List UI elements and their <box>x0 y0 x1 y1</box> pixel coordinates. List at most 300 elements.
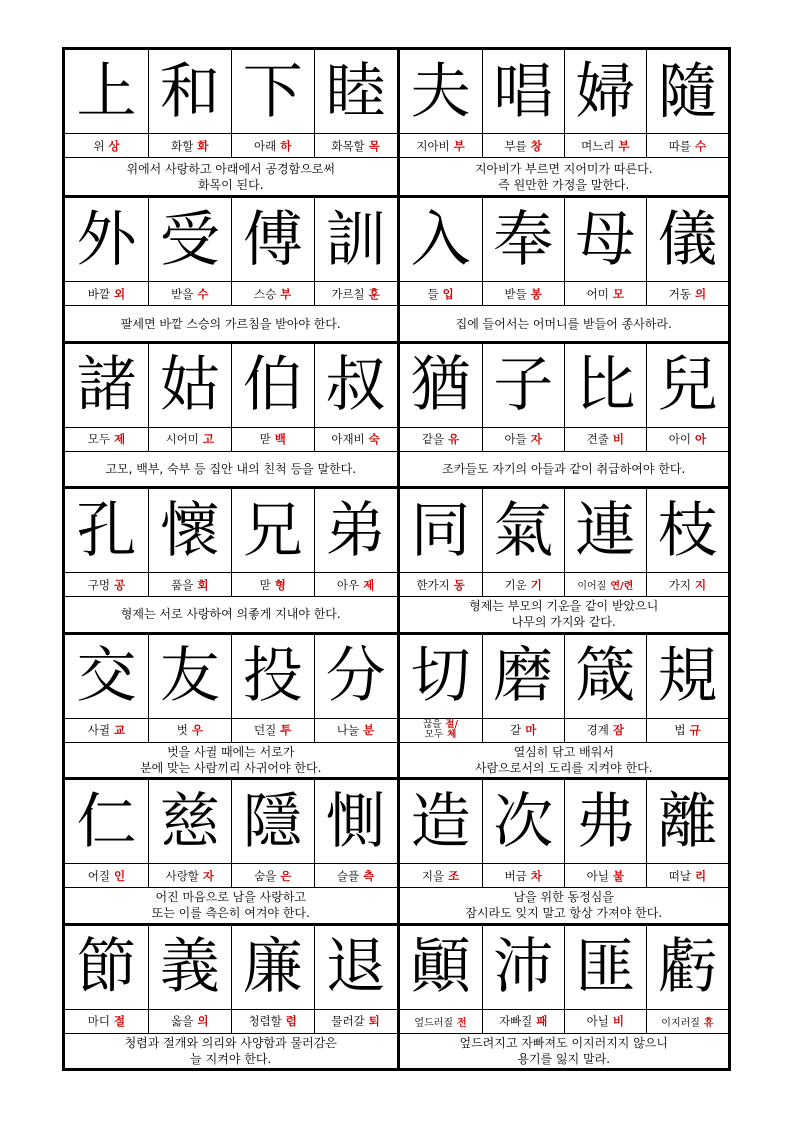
hanja-row <box>400 50 729 134</box>
reading-sound: 백 <box>274 432 286 447</box>
reading-meaning: 시어미 <box>165 432 199 447</box>
reading-sound: 인 <box>113 868 126 883</box>
reading-row <box>400 134 729 158</box>
reading-meaning: 어질 <box>87 868 110 883</box>
verse-block <box>397 198 729 340</box>
explanation-line: 즉 원만한 가정을 말한다. <box>498 177 630 192</box>
reading-sound: 체 <box>447 729 457 741</box>
reading-meaning: 숨을 <box>254 868 277 883</box>
hanja-character: 上 <box>76 56 137 127</box>
reading-meaning: 따를 <box>668 138 691 153</box>
hanja-character: 離 <box>646 780 728 863</box>
hanja-character: 姑 <box>148 344 231 427</box>
reading-meaning: 이지러질 <box>661 1017 700 1029</box>
hanja-character: 婦 <box>564 50 646 133</box>
reading-sound: 부 <box>618 138 630 153</box>
reading-meaning: 마디 <box>87 1014 110 1029</box>
reading-row <box>65 719 397 743</box>
reading-meaning: 부를 <box>504 138 527 153</box>
reading-meaning: 모두 <box>87 432 110 447</box>
reading-sound: 화 <box>197 138 209 153</box>
hanja-reading <box>65 719 148 742</box>
reading-meaning: 받들 <box>504 286 527 301</box>
reading-sound: 비 <box>612 1014 624 1029</box>
hanja-character: 沛 <box>482 926 564 1009</box>
hanja-reading <box>400 573 482 596</box>
explanation-line: 사람으로서의 도리를 지켜야 한다. <box>474 760 653 775</box>
reading-sound: 잠 <box>612 723 624 738</box>
reading-row <box>400 282 729 306</box>
hanja-row <box>400 344 729 428</box>
explanation-line: 엎드려지고 자빠져도 이지러지지 않으니 <box>459 1035 668 1050</box>
reading-sound: 입 <box>442 286 454 301</box>
hanja-character: 枝 <box>646 489 728 572</box>
reading-meaning: 물러갈 <box>331 1014 365 1029</box>
hanja-reading <box>65 282 148 305</box>
hanja-reading <box>564 864 646 887</box>
reading-sound: 창 <box>530 138 542 153</box>
hanja-character: 虧 <box>646 926 728 1009</box>
hanja-character: 退 <box>314 926 397 1009</box>
hanja-row <box>400 926 729 1010</box>
reading-meaning: 아우 <box>336 577 360 592</box>
explanation-line: 집에 들어서는 어머니를 받들어 종사하라. <box>455 316 672 331</box>
hanja-character: 弗 <box>564 780 646 863</box>
reading-sound: 동 <box>453 577 465 592</box>
verse-row <box>65 341 728 486</box>
verse-explanation <box>65 597 397 631</box>
hanja-reading <box>564 282 646 305</box>
verse-explanation <box>400 452 729 486</box>
hanja-reading <box>400 1010 482 1033</box>
explanation-line: 분에 맞는 사람끼리 사귀어야 한다. <box>140 760 322 775</box>
hanja-character: 顚 <box>410 932 471 1003</box>
explanation-line: 또는 이를 측은히 여겨야 한다. <box>151 906 310 921</box>
reading-sound: 수 <box>197 286 209 301</box>
reading-meaning: 아이 <box>668 432 691 447</box>
hanja-reading <box>646 719 728 742</box>
reading-meaning: 갈 <box>510 723 522 738</box>
verse-explanation <box>65 452 397 486</box>
verse-explanation <box>65 743 397 777</box>
verse-row <box>65 195 728 340</box>
hanja-row <box>400 198 729 282</box>
reading-sound: 제 <box>363 577 375 592</box>
hanja-reading <box>400 719 482 742</box>
reading-meaning: 청렴할 <box>248 1014 282 1029</box>
reading-meaning: 경계 <box>586 723 609 738</box>
verse-explanation <box>400 1034 729 1068</box>
verse-block <box>65 344 397 486</box>
reading-sound: 차 <box>530 868 542 883</box>
hanja-reading <box>65 573 148 596</box>
reading-sound: 연/련 <box>610 581 634 593</box>
hanja-character: 次 <box>482 780 564 863</box>
reading-sound: 자 <box>530 432 542 447</box>
explanation-line: 용기를 잃지 말라. <box>517 1051 611 1066</box>
explanation-line: 형제는 서로 사랑하여 의좋게 지내야 한다. <box>120 607 341 622</box>
hanja-reading <box>314 719 397 742</box>
reading-meaning: 가지 <box>668 577 691 592</box>
reading-meaning: 모두 <box>424 729 444 741</box>
hanja-character: 夫 <box>410 56 471 127</box>
hanja-character: 磨 <box>482 635 564 718</box>
verse-block <box>65 489 397 631</box>
explanation-line: 열심히 닦고 배워서 <box>513 744 614 759</box>
reading-row <box>65 1010 397 1034</box>
reading-sound: 분 <box>363 723 375 738</box>
hanja-character: 外 <box>76 204 137 275</box>
hanja-reading <box>65 428 148 451</box>
hanja-character: 節 <box>76 932 137 1003</box>
reading-sound: 외 <box>113 286 126 301</box>
reading-meaning: 사랑할 <box>165 868 199 883</box>
verse-block <box>397 635 729 777</box>
hanja-reading <box>314 573 397 596</box>
reading-meaning: 맏 <box>259 577 271 592</box>
hanja-character: 造 <box>410 786 471 857</box>
hanja-character: 孔 <box>76 495 137 566</box>
reading-meaning: 떠날 <box>668 868 691 883</box>
reading-sound: 은 <box>280 868 292 883</box>
hanja-reading <box>231 1010 314 1033</box>
verse-block <box>65 635 397 777</box>
reading-sound: 마 <box>525 723 537 738</box>
hanja-character: 交 <box>76 641 137 712</box>
verse-explanation <box>400 597 729 631</box>
verse-explanation <box>65 306 397 340</box>
reading-sound: 부 <box>280 286 292 301</box>
hanja-reading <box>148 134 231 157</box>
hanja-character: 睦 <box>314 50 397 133</box>
verse-row <box>65 777 728 922</box>
hanja-reading <box>400 864 482 887</box>
hanja-reading <box>564 428 646 451</box>
reading-sound: 교 <box>113 723 126 738</box>
reading-sound: 의 <box>694 286 707 301</box>
hanja-character: 叔 <box>314 344 397 427</box>
reading-sound: 휴 <box>703 1017 714 1029</box>
reading-sound: 훈 <box>368 286 380 301</box>
hanja-reading <box>482 1010 564 1033</box>
hanja-reading <box>148 1010 231 1033</box>
verse-block <box>65 50 397 195</box>
reading-meaning: 던질 <box>254 723 277 738</box>
hanja-reading <box>482 719 564 742</box>
hanja-reading <box>400 134 482 157</box>
reading-row <box>65 134 397 158</box>
reading-sound: 고 <box>202 432 215 447</box>
reading-meaning: 아들 <box>504 432 527 447</box>
hanja-reading <box>646 1010 728 1033</box>
hanja-character: 隨 <box>646 50 728 133</box>
verse-explanation <box>65 888 397 922</box>
hanja-reading <box>148 573 231 596</box>
hanja-reading <box>231 134 314 157</box>
hanja-row <box>400 635 729 719</box>
reading-sound: 목 <box>368 138 380 153</box>
hanja-character: 連 <box>564 489 646 572</box>
hanja-character: 仁 <box>76 786 137 857</box>
hanja-character: 隱 <box>231 780 314 863</box>
reading-row <box>65 864 397 888</box>
reading-row <box>400 864 729 888</box>
hanja-character: 子 <box>482 344 564 427</box>
verse-explanation <box>400 306 729 340</box>
hanja-reading <box>314 134 397 157</box>
explanation-line: 조카들도 자기의 아들과 같이 취급하여야 한다. <box>442 461 686 476</box>
hanja-character: 廉 <box>231 926 314 1009</box>
reading-sound: 유 <box>448 432 460 447</box>
explanation-line: 위에서 사랑하고 아래에서 공경함으로써 <box>126 161 335 176</box>
hanja-character: 下 <box>231 50 314 133</box>
hanja-row <box>65 344 397 428</box>
hanja-row <box>65 489 397 573</box>
hanja-reading <box>400 428 482 451</box>
hanja-character: 義 <box>148 926 231 1009</box>
verse-block <box>397 489 729 631</box>
hanja-character: 氣 <box>482 489 564 572</box>
reading-sound: 절 <box>113 1014 126 1029</box>
reading-sound: 의 <box>197 1014 209 1029</box>
reading-sound: 규 <box>689 723 701 738</box>
reading-meaning: 기운 <box>504 577 527 592</box>
reading-meaning: 엎드러질 <box>414 1017 454 1029</box>
reading-meaning: 화목할 <box>331 138 365 153</box>
reading-sound: 전 <box>457 1017 467 1029</box>
hanja-reading <box>646 428 728 451</box>
reading-meaning: 나눌 <box>336 723 360 738</box>
reading-meaning: 지아비 <box>416 138 450 153</box>
reading-row <box>65 573 397 597</box>
reading-meaning: 거동 <box>668 286 691 301</box>
verse-block <box>397 926 729 1068</box>
explanation-line: 화목이 된다. <box>197 177 264 192</box>
hanja-row <box>65 198 397 282</box>
explanation-line: 나무의 가지와 같다. <box>511 615 616 630</box>
reading-meaning: 지을 <box>421 868 445 883</box>
hanja-character: 兄 <box>231 489 314 572</box>
hanja-reading <box>148 282 231 305</box>
hanja-worksheet <box>62 47 731 1071</box>
reading-meaning: 아래 <box>254 138 277 153</box>
hanja-character: 匪 <box>564 926 646 1009</box>
verse-block <box>65 926 397 1068</box>
reading-meaning: 바깥 <box>87 286 110 301</box>
hanja-character: 慈 <box>148 780 231 863</box>
verse-block <box>397 780 729 922</box>
verse-row <box>65 486 728 631</box>
reading-sound: 부 <box>453 138 465 153</box>
reading-meaning: 며느리 <box>581 138 615 153</box>
reading-sound: 하 <box>280 138 292 153</box>
reading-meaning: 같을 <box>421 432 445 447</box>
reading-sound: 숙 <box>368 432 380 447</box>
hanja-character: 儀 <box>646 198 728 281</box>
hanja-reading <box>314 282 397 305</box>
hanja-reading <box>314 864 397 887</box>
hanja-character: 奉 <box>482 198 564 281</box>
verse-row <box>65 632 728 777</box>
hanja-reading <box>400 282 482 305</box>
explanation-line: 지아비가 부르면 지어미가 따른다. <box>474 161 653 176</box>
reading-meaning: 받을 <box>171 286 194 301</box>
reading-meaning: 가르칠 <box>331 286 365 301</box>
reading-meaning: 벗 <box>176 723 188 738</box>
hanja-reading <box>646 282 728 305</box>
reading-row <box>400 1010 729 1034</box>
reading-sound: 회 <box>197 577 209 592</box>
reading-row <box>65 282 397 306</box>
reading-meaning: 견줄 <box>586 432 609 447</box>
hanja-reading <box>564 719 646 742</box>
reading-sound: 투 <box>280 723 292 738</box>
reading-sound: 퇴 <box>368 1014 380 1029</box>
reading-sound: 불 <box>612 868 624 883</box>
reading-meaning: 끊을 <box>423 719 442 731</box>
reading-sound: 측 <box>363 868 375 883</box>
hanja-reading <box>646 864 728 887</box>
hanja-character: 兒 <box>646 344 728 427</box>
reading-sound: 상 <box>108 138 120 153</box>
hanja-character: 箴 <box>564 635 646 718</box>
hanja-character: 同 <box>410 495 471 566</box>
reading-meaning: 한가지 <box>416 577 450 592</box>
reading-meaning: 슬플 <box>336 868 360 883</box>
hanja-row <box>400 489 729 573</box>
hanja-reading <box>646 134 728 157</box>
hanja-reading <box>65 864 148 887</box>
hanja-character: 和 <box>148 50 231 133</box>
reading-row <box>400 719 729 743</box>
hanja-reading <box>564 134 646 157</box>
explanation-line: 팔세면 바깥 스승의 가르침을 받아야 한다. <box>120 316 341 331</box>
hanja-character: 入 <box>410 204 471 275</box>
hanja-reading <box>231 573 314 596</box>
reading-meaning: 품을 <box>171 577 194 592</box>
hanja-character: 諸 <box>76 350 137 421</box>
explanation-line: 고모, 백부, 숙부 등 집안 내의 친척 등을 말한다. <box>105 461 357 476</box>
hanja-character: 分 <box>314 635 397 718</box>
reading-meaning: 버금 <box>504 868 527 883</box>
explanation-line: 늘 지켜야 한다. <box>190 1051 272 1066</box>
reading-meaning: 자빠질 <box>498 1014 533 1029</box>
verse-row <box>65 50 728 195</box>
hanja-reading <box>482 864 564 887</box>
hanja-reading <box>231 282 314 305</box>
verse-block <box>397 50 729 195</box>
reading-sound: 기 <box>530 577 542 592</box>
reading-sound: 제 <box>113 432 126 447</box>
hanja-reading <box>231 864 314 887</box>
verse-block <box>397 344 729 486</box>
hanja-reading <box>482 134 564 157</box>
hanja-character: 懷 <box>148 489 231 572</box>
hanja-reading <box>314 428 397 451</box>
explanation-line: 형제는 부모의 기운을 같이 받았으니 <box>469 599 659 614</box>
reading-sound: 지 <box>694 577 707 592</box>
reading-row <box>400 428 729 452</box>
reading-meaning: 맏 <box>259 432 271 447</box>
reading-meaning: 스승 <box>254 286 277 301</box>
reading-sound: 우 <box>191 723 203 738</box>
reading-sound: 수 <box>694 138 707 153</box>
hanja-reading <box>148 864 231 887</box>
reading-row <box>65 428 397 452</box>
reading-sound: 절/ <box>445 719 459 731</box>
explanation-line: 잠시라도 잊지 말고 항상 가져야 한다. <box>465 906 663 921</box>
reading-sound: 아 <box>694 432 707 447</box>
hanja-character: 母 <box>564 198 646 281</box>
hanja-character: 比 <box>564 344 646 427</box>
hanja-reading <box>65 1010 148 1033</box>
reading-sound: 조 <box>448 868 460 883</box>
hanja-row <box>65 635 397 719</box>
hanja-row <box>65 926 397 1010</box>
reading-meaning: 법 <box>674 723 686 738</box>
reading-sound: 공 <box>113 577 126 592</box>
hanja-reading <box>231 719 314 742</box>
hanja-row <box>65 50 397 134</box>
reading-meaning: 아재비 <box>331 432 365 447</box>
hanja-reading <box>564 573 646 596</box>
verse-row <box>65 923 728 1068</box>
reading-sound: 모 <box>612 286 624 301</box>
reading-sound: 형 <box>274 577 286 592</box>
hanja-reading <box>482 573 564 596</box>
hanja-reading <box>646 573 728 596</box>
verse-explanation <box>65 1034 397 1068</box>
hanja-character: 規 <box>646 635 728 718</box>
reading-sound: 렴 <box>285 1014 297 1029</box>
hanja-character: 弟 <box>314 489 397 572</box>
hanja-reading <box>148 428 231 451</box>
reading-sound: 리 <box>694 868 707 883</box>
hanja-reading <box>65 134 148 157</box>
hanja-character: 切 <box>410 641 471 712</box>
hanja-reading <box>148 719 231 742</box>
reading-meaning: 들 <box>427 286 439 301</box>
reading-sound: 자 <box>202 868 215 883</box>
verse-block <box>65 198 397 340</box>
verse-explanation <box>400 888 729 922</box>
explanation-line: 청렴과 절개와 의리와 사양함과 물러감은 <box>124 1035 337 1050</box>
reading-meaning: 위 <box>93 138 105 153</box>
reading-meaning: 아닐 <box>586 1014 609 1029</box>
verse-explanation <box>65 158 397 195</box>
hanja-character: 友 <box>148 635 231 718</box>
reading-meaning: 화할 <box>171 138 194 153</box>
hanja-character: 投 <box>231 635 314 718</box>
reading-meaning: 사귈 <box>87 723 110 738</box>
hanja-character: 猶 <box>410 350 471 421</box>
explanation-line: 벗을 사귈 때에는 서로가 <box>167 744 295 759</box>
reading-meaning: 어미 <box>586 286 609 301</box>
reading-meaning: 구멍 <box>87 577 110 592</box>
hanja-character: 惻 <box>314 780 397 863</box>
explanation-line: 어진 마음으로 남을 사랑하고 <box>155 890 307 905</box>
explanation-line: 남을 위한 동정심을 <box>513 890 614 905</box>
hanja-character: 受 <box>148 198 231 281</box>
reading-sound: 패 <box>536 1014 548 1029</box>
verse-block <box>65 780 397 922</box>
reading-row <box>400 573 729 597</box>
hanja-row <box>65 780 397 864</box>
hanja-character: 伯 <box>231 344 314 427</box>
reading-sound: 비 <box>612 432 624 447</box>
reading-meaning: 이어질 <box>577 581 607 593</box>
hanja-reading <box>482 428 564 451</box>
